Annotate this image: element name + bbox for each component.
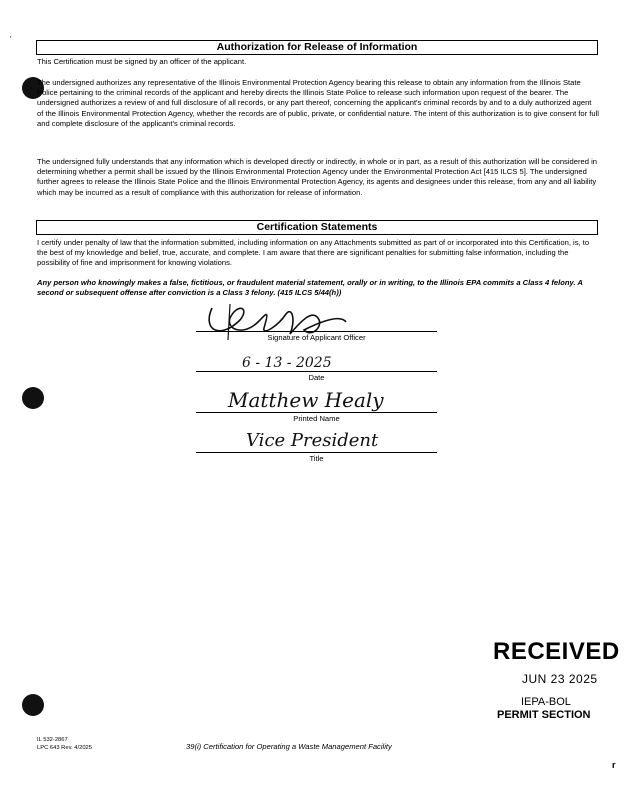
authorization-header: Authorization for Release of Information	[36, 40, 598, 55]
footer-form-title: 39(i) Certification for Operating a Waste Management Facility	[186, 742, 392, 751]
date-line	[196, 371, 437, 372]
printed-name-value: Matthew Healy	[228, 388, 384, 412]
signature-line	[196, 331, 437, 332]
binder-hole-middle	[22, 387, 44, 409]
form-revision: LPC 643 Rev. 4/2025	[37, 745, 92, 751]
form-id: IL 532-2867	[37, 737, 68, 743]
felony-warning: Any person who knowingly makes a false, fictitious, or fraudulent material statement, orally or in writing, to the Illinois EPA commits a Class 4 felony. A second or subsequent offense after conviction is a Class 3 felony. (415 ILCS 5/44(h))	[37, 278, 583, 298]
signature-label: Signature of Applicant Officer	[267, 333, 366, 342]
date-value: 6 - 13 - 2025	[242, 355, 332, 371]
date-label: Date	[308, 373, 325, 382]
printed-name-line	[196, 412, 437, 413]
stamp-agency: IEPA-BOL	[521, 696, 571, 708]
page-mark: r	[612, 760, 616, 770]
corner-mark: '	[10, 35, 12, 44]
authorization-paragraph-2: The undersigned fully understands that any information which is developed directly or indirectly, in whole or in part, as a result of this authorization will be considered in determining whether a permit shall be issued by the Illinois Environmental Protection Agency under the Environmental Protection Act [415 ILCS 5]. The undersigned further agrees to release the Illinois State Police and the Illinois Environmental Protection Agency, its agents and designees under this release, from any and all liability which may be incurred as a result of compliance with this authorization for release of information.	[37, 157, 597, 197]
authorization-paragraph-1: The undersigned authorizes any representative of the Illinois Environmental Protection Agency bearing this release to obtain any information from the Illinois State Police pertaining to the criminal records of the applicant and hereby directs the Illinois State Police to release such information upon request of the bearer. The undersigned authorizes a review of and full disclosure of all records, or any part thereof, concerning the applicant's criminal records by and to a duly authorized agent of the Illinois Environmental Protection Agency, whether the records are of public, private, or confidential nature. The intent of this authorization is to give consent for full and complete disclosure of the applicant's criminal records.	[37, 78, 599, 128]
title-line	[196, 452, 437, 453]
certification-paragraph: I certify under penalty of law that the information submitted, including information on any Attachments submitted as part of or incorporated into this Certification, is, to the best of my knowledge and belief, true, accurate, and complete. I am aware that there are significant penalties for submitting false information, including the possibility of fine and imprisonment for knowing violations.	[37, 238, 590, 268]
authorization-note: This Certification must be signed by an officer of the applicant.	[37, 57, 247, 66]
printed-name-label: Printed Name	[293, 414, 340, 423]
received-date: JUN 23 2025	[522, 672, 598, 686]
binder-hole-bottom	[22, 694, 44, 716]
title-value: Vice President	[246, 430, 379, 451]
certification-header: Certification Statements	[36, 220, 598, 235]
received-stamp: RECEIVED	[493, 638, 620, 665]
footer-form-codes	[37, 736, 92, 752]
stamp-section: PERMIT SECTION	[497, 709, 591, 721]
title-label: Title	[309, 454, 324, 463]
